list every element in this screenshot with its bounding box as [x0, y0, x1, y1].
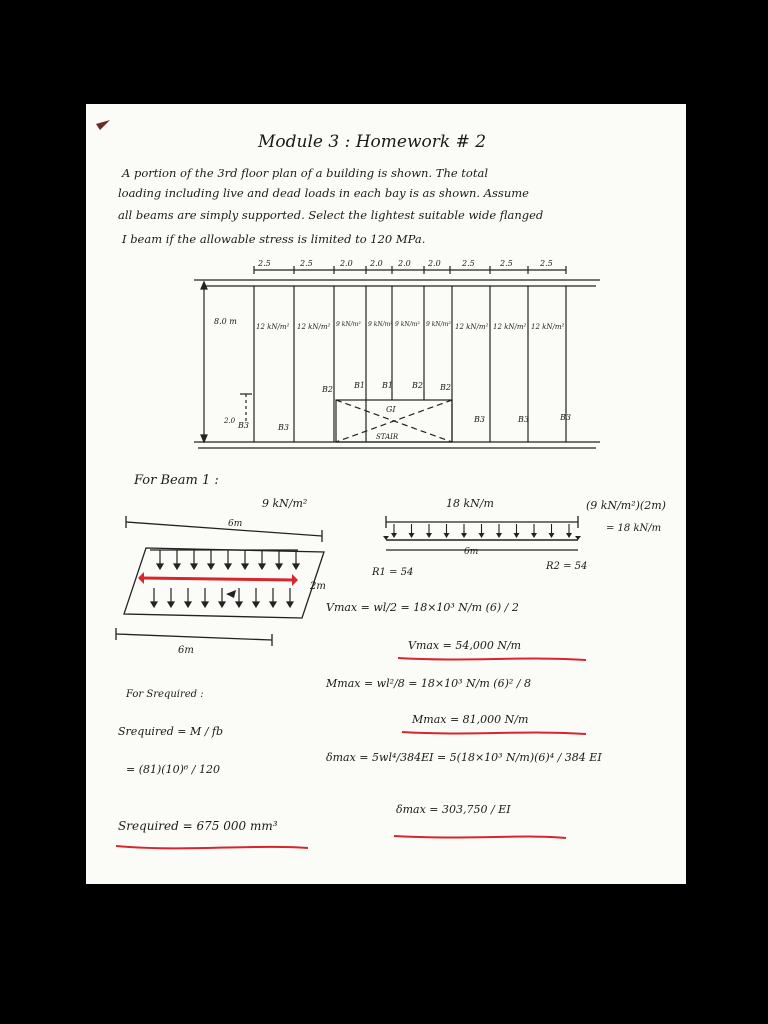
plan-dim-7: 2.5 [462, 259, 475, 268]
bay-load-5: 9 kN/m² [395, 321, 420, 328]
red-underlines [86, 104, 686, 884]
plan-dim-9: 2.5 [540, 259, 553, 268]
s-equation-1: Srequired = M / fb [118, 725, 224, 738]
homework-page [86, 104, 686, 884]
udl-span-label: 6m [464, 547, 479, 557]
s-required-result: Srequired = 675 000 mm³ [118, 819, 278, 833]
plan-dim-3: 2.0 [340, 259, 353, 268]
plan-dim-4: 2.0 [370, 259, 383, 268]
dmax-result: δmax = 303,750 / EI [396, 803, 511, 816]
beam1-dim-2m: 2m [310, 581, 326, 592]
dmax-equation: δmax = 5wl⁴/384EI = 5(18×10³ N/m)(6)⁴ / 384 EI [326, 751, 602, 764]
conversion-line-b: = 18 kN/m [606, 523, 662, 534]
conversion-line-a: (9 kN/m²)(2m) [586, 499, 666, 512]
bay-load-6: 9 kN/m² [426, 321, 451, 328]
beam1-load-area: 9 kN/m² [262, 497, 308, 510]
plan-dim-2: 2.5 [300, 259, 313, 268]
beam-label-b3b: B3 [278, 423, 289, 432]
plan-dim-5: 2.0 [398, 259, 411, 268]
vmax-underline [398, 658, 586, 660]
page-title: Module 3 : Homework # 2 [258, 132, 487, 152]
reaction-r2: R2 = 54 [546, 561, 588, 572]
bay-load-1: 12 kN/m² [256, 323, 290, 331]
beam-label-b3d: B3 [518, 415, 529, 424]
plan-dim-1: 2.5 [258, 259, 271, 268]
beam-label-b3e: B3 [560, 413, 571, 422]
s-equation-2: = (81)(10)⁶ / 120 [126, 763, 220, 776]
beam1-dim-6m-bottom: 6m [178, 645, 194, 656]
vmax-equation: Vmax = wl/2 = 18×10³ N/m (6) / 2 [326, 601, 519, 614]
beam-label-b3a: B3 [238, 421, 249, 430]
bay-load-8: 12 kN/m² [493, 323, 527, 331]
problem-line-3: all beams are simply supported. Select the lightest suitable wide flanged [118, 208, 544, 222]
mmax-equation: Mmax = wl²/8 = 18×10³ N/m (6)² / 8 [326, 677, 531, 690]
problem-line-1: A portion of the 3rd floor plan of a building is shown. The total [122, 166, 489, 180]
beam1-dim-6m-top: 6m [228, 519, 243, 529]
beam-label-b3c: B3 [474, 415, 485, 424]
beam-label-b2b: B2 [412, 381, 423, 390]
plan-dim-6: 2.0 [428, 259, 441, 268]
beam-label-b1a: B1 [354, 381, 365, 390]
problem-line-2: loading including live and dead loads in each bay is as shown. Assume [118, 186, 529, 200]
stair-label: STAIR [376, 433, 399, 441]
vmax-result: Vmax = 54,000 N/m [408, 639, 522, 652]
dmax-underline [394, 836, 566, 838]
plan-height-label: 8.0 m [214, 317, 237, 326]
bay-load-2: 12 kN/m² [297, 323, 331, 331]
plan-dim-8: 2.5 [500, 259, 513, 268]
s-required-underline [116, 846, 308, 848]
s-required-heading: For Srequired : [126, 689, 204, 700]
mmax-underline [402, 732, 586, 734]
problem-line-4: I beam if the allowable stress is limited to 120 MPa. [122, 232, 426, 246]
gi-label: GI [386, 405, 396, 414]
bay-load-7: 12 kN/m² [455, 323, 489, 331]
beam-label-b1b: B1 [382, 381, 393, 390]
beam-label-b2a: B2 [322, 385, 333, 394]
udl-label: 18 kN/m [446, 497, 494, 510]
bay-load-3: 9 kN/m² [336, 321, 361, 328]
short-dim-label: 2.0 [224, 417, 236, 425]
reaction-r1: R1 = 54 [372, 567, 414, 578]
beam-label-b2c: B2 [440, 383, 451, 392]
beam1-heading: For Beam 1 : [134, 473, 219, 488]
bay-load-9: 12 kN/m² [531, 323, 565, 331]
bay-load-4: 9 kN/m² [368, 321, 393, 328]
mmax-result: Mmax = 81,000 N/m [412, 713, 529, 726]
